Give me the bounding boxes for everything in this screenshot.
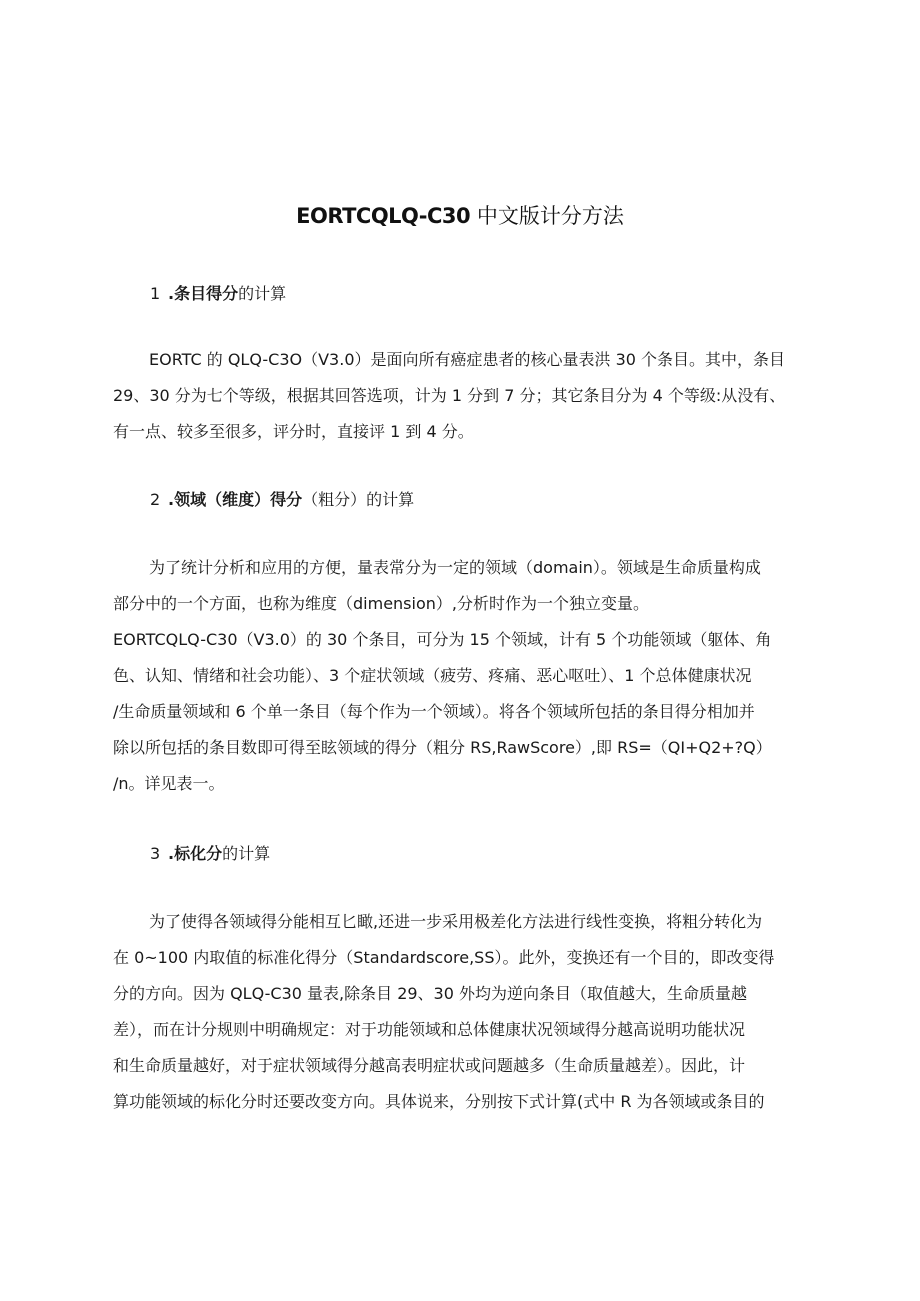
section-2-heading xyxy=(150,486,414,514)
section-2-paragraph xyxy=(113,550,825,802)
paragraph-line: 除以所包括的条目数即可得至眩领域的得分（粗分 RS,RawScore）,即 RS=（QI+Q2+?Q） xyxy=(113,738,772,757)
section-heading-bold: .标化分 xyxy=(168,844,223,863)
document-title xyxy=(0,198,920,234)
paragraph-line: /生命质量领域和 6 个单一条目（每个作为一个领域）。将各个领域所包括的条目得分相加并 xyxy=(113,702,755,721)
section-heading-bold: .领域（维度）得分 xyxy=(168,490,303,509)
section-1-heading xyxy=(150,280,286,308)
title-latin: EORTCQLQ-C30 xyxy=(296,204,471,228)
section-heading-rest: （粗分）的计算 xyxy=(302,490,415,509)
paragraph-line: 算功能领域的标化分时还要改变方向。具体说来，分别按下式计算(式中 R 为各领域或条目的 xyxy=(113,1092,765,1111)
paragraph-line: EORTC 的 QLQ-C3O（V3.0）是面向所有癌症患者的核心量表洪 30 个条目。其中，条目 xyxy=(149,350,786,369)
section-number: 2 xyxy=(150,490,161,509)
paragraph-line: 色、认知、情绪和社会功能）、3 个症状领域（疲劳、疼痛、恶心呕吐）、1 个总体健康状况 xyxy=(113,666,752,685)
paragraph-line: 部分中的一个方面，也称为维度（dimension）,分析时作为一个独立变量。 xyxy=(113,594,649,613)
section-1-paragraph xyxy=(113,342,825,450)
paragraph-line: 为了统计分析和应用的方便，量表常分为一定的领域（domain）。领域是生命质量构成 xyxy=(149,558,761,577)
paragraph-line: 29、30 分为七个等级，根据其回答选项，计为 1 分到 7 分；其它条目分为 4 个等级:从没有、 xyxy=(113,386,786,405)
paragraph-line: 差），而在计分规则中明确规定：对于功能领域和总体健康状况领域得分越高说明功能状况 xyxy=(113,1020,746,1039)
section-heading-rest: 的计算 xyxy=(222,844,271,863)
paragraph-line: EORTCQLQ-C30（V3.0）的 30 个条目，可分为 15 个领域，计有 5 个功能领域（躯体、角 xyxy=(113,630,772,649)
section-number: 1 xyxy=(150,284,161,303)
section-heading-rest: 的计算 xyxy=(238,284,287,303)
paragraph-line: /n。详见表一。 xyxy=(113,774,225,793)
section-heading-bold: .条目得分 xyxy=(168,284,239,303)
paragraph-line: 和生命质量越好，对于症状领域得分越高表明症状或问题越多（生命质量越差）。因此，计 xyxy=(113,1056,746,1075)
paragraph-line: 分的方向。因为 QLQ-C30 量表,除条目 29、30 外均为逆向条目（取值越大，生命质量越 xyxy=(113,984,748,1003)
title-chinese: 中文版计分方法 xyxy=(470,204,624,228)
paragraph-line: 在 0~100 内取值的标准化得分（Standardscore,SS）。此外，变换还有一个目的，即改变得 xyxy=(113,948,775,967)
section-3-heading xyxy=(150,840,270,868)
section-number: 3 xyxy=(150,844,161,863)
paragraph-line: 为了使得各领域得分能相互匕瞰,还进一步采用极差化方法进行线性变换，将粗分转化为 xyxy=(149,912,763,931)
section-3-paragraph xyxy=(113,904,825,1120)
paragraph-line: 有一点、较多至很多，评分时，直接评 1 到 4 分。 xyxy=(113,422,474,441)
